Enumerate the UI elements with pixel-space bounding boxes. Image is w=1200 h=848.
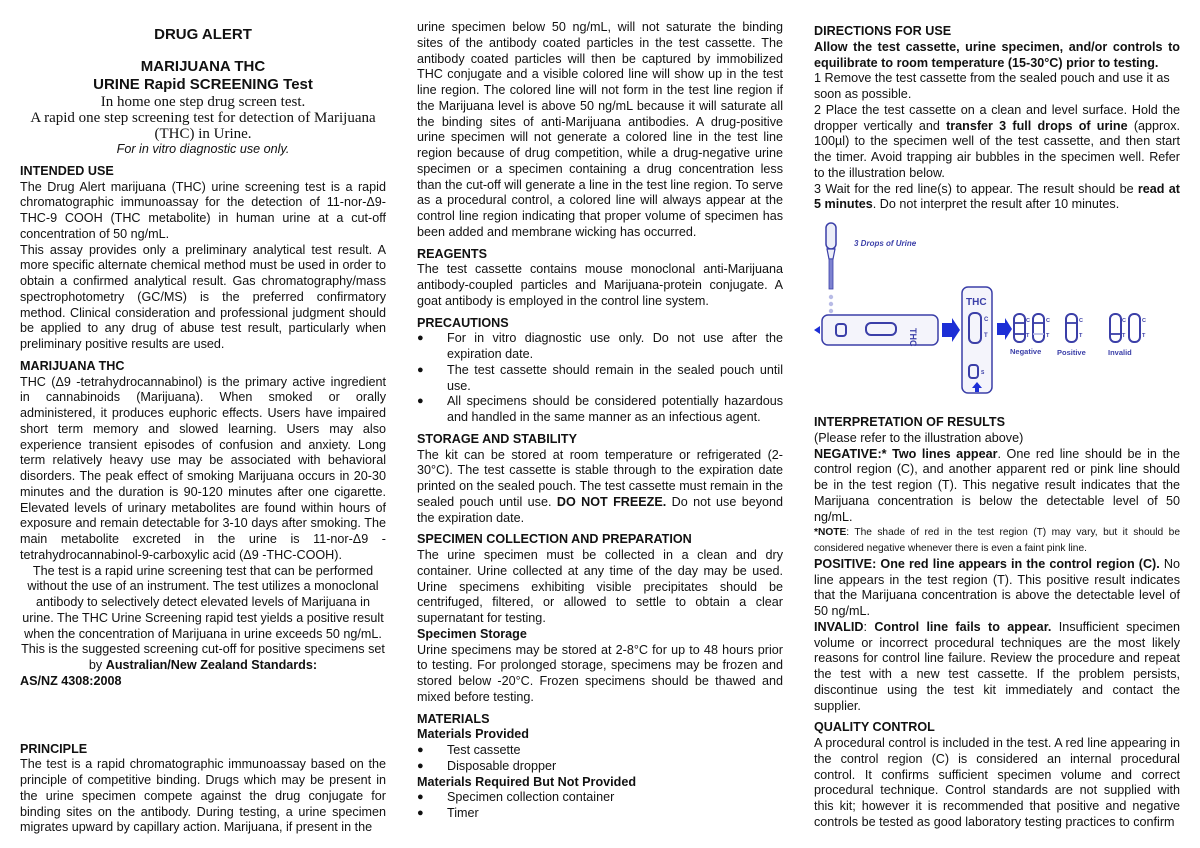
positive-result: [814, 557, 1180, 620]
svg-text:C: C: [1079, 318, 1083, 324]
storage-p1: [417, 448, 783, 527]
invalid-text: Insufficient specimen volume or incorrect procedural techniques are the most likely reasons for control line failure. Review the procedure and repeat the test with a new test cassette. If the problem persists, discontinue using the test kit immediately and contact the supplier.: [814, 619, 1180, 713]
invalid-label-bold: INVALID: [814, 619, 864, 634]
marijuana-thc-p1: THC (Δ9 -tetrahydrocannabinol) is the primary active ingredient in cannabinoids (Marijuana). When smoked or orally administered, it produces euphoric effects. Users have impaired short term memory and slowed learning. Users may also experience transient episodes of confusion and anxiety. Long term relatively heavy use may be associated with behavioral disorders. The peak effect of smoking Marijuana occurs in 20-30 minutes and the duration is 90-120 minutes after one cigarette. Elevated levels of urinary metabolites are found within hours of exposure and remain detectable for 3-10 days after smoking. The main metabolite excreted in the urine is 11-nor-Δ9 -tetrahydrocannabinol-9-carboxylic acid (Δ9 -THC-COOH).: [20, 374, 386, 562]
storage-text-end: Do not use beyond the expiration date.: [417, 494, 784, 525]
specimen-storage-heading: Specimen Storage: [417, 626, 527, 641]
negative-bold: NEGATIVE:* Two lines appear: [814, 446, 998, 461]
section-heading-directions: DIRECTIONS FOR USE: [814, 24, 952, 38]
list-item: ● Test cassette: [417, 743, 783, 759]
label-s: S: [981, 370, 985, 376]
precautions-list: [417, 331, 783, 426]
invalid-bold: Control line fails to appear.: [874, 619, 1052, 634]
product-title: MARIJUANA THC: [140, 58, 266, 75]
materials-provided-heading: Materials Provided: [417, 727, 529, 742]
label-t: T: [984, 333, 988, 339]
storage-text: The kit can be stored at room temperature or refrigerated (2-30°C). The test cassette is stable through to the expiration date printed on the sealed pouch. The test cassette must remain in the sealed pouch until use.: [417, 447, 783, 509]
note-bold: *NOTE: [814, 527, 847, 539]
negative-label: Negative: [1010, 347, 1042, 356]
invalid-label: Invalid: [1108, 348, 1132, 357]
directions-intro: Allow the test cassette, urine specimen, and/or controls to equilibrate to room temperature (15-30°C) prior to testing.: [814, 39, 1180, 70]
materials-provided-list: [417, 743, 783, 775]
section-heading-quality-control: QUALITY CONTROL: [814, 720, 935, 735]
section-heading-reagents: REAGENTS: [417, 246, 487, 261]
materials-required-heading: Materials Required But Not Provided: [417, 774, 637, 789]
test-procedure-diagram: [814, 219, 1180, 409]
dropper-icon: [826, 223, 836, 313]
tagline-2: A rapid one step screening test for detection of Marijuana (THC) in Urine.: [30, 110, 376, 142]
step2-bold: transfer 3 full drops of urine: [946, 118, 1128, 133]
note-text: : The shade of red in the test region (T) may vary, but it should be considered negative whenever there is even a faint pink line.: [814, 527, 1180, 554]
list-item: ● All specimens should be considered potentially hazardous and handled in the same manner as an infectious agent.: [417, 394, 783, 426]
list-item: ● Specimen collection container: [417, 790, 783, 806]
vertical-cassette: [962, 287, 992, 393]
svg-text:C: C: [1142, 318, 1146, 324]
vertical-cassette-label: THC: [966, 297, 987, 308]
result-positive: [1057, 314, 1086, 357]
section-heading-interpretation: INTERPRETATION OF RESULTS: [814, 415, 1006, 429]
section-heading-storage: STORAGE AND STABILITY: [417, 431, 577, 446]
svg-text:C: C: [1046, 318, 1050, 324]
list-item: ● The test cassette should remain in the sealed pouch until use.: [417, 363, 783, 395]
specimen-p1: The urine specimen must be collected in a clean and dry container. Urine collected at any time of the day may be used. Urine specimens exhibiting visible precipitates should be centrifuged, filtered, or allowed to settle to obtain a clear supernatant for testing.: [417, 548, 783, 625]
list-item: ● For in vitro diagnostic use only. Do not use after the expiration date.: [417, 331, 783, 363]
positive-text: No line appears in the test region (T). This positive result indicates that the Marijuana concentration is above the detectable level of 50 ng/mL.: [814, 556, 1180, 618]
tagline-1: In home one step drug screen test.: [100, 94, 306, 110]
svg-text:T: T: [1142, 333, 1146, 339]
column-2: [417, 20, 783, 822]
drops-label: 3 Drops of Urine: [854, 239, 917, 248]
svg-text:T: T: [1122, 333, 1126, 339]
negative-result: [814, 447, 1180, 526]
svg-text:T: T: [1046, 333, 1050, 339]
step2-text-a: 2 Place the test cassette on a clean and level surface. Hold the dropper vertically and: [814, 102, 1180, 133]
section-heading-marijuana-thc: MARIJUANA THC: [20, 358, 125, 373]
column-3: [814, 20, 1180, 831]
column-1: [20, 20, 386, 836]
section-heading-principle: PRINCIPLE: [20, 741, 88, 756]
principle-p1: The test is a rapid chromatographic immunoassay based on the principle of competitive binding. Drugs which may be present in the urine specimen compete against the drug conjugate for binding sites on the antibody. During testing, a urine specimen migrates upward by capillary action. Marijuana, if present in the: [20, 757, 386, 835]
standards-bold: Australian/New Zealand Standards:: [105, 658, 318, 672]
intended-use-p2: This assay provides only a preliminary analytical test result. A more specific alternate chemical method must be used in order to obtain a confirmed analytical result. Gas chromatography/mass spectrophotometry (GC/MS) is the preferred confirmatory method. Clinical consideration and professional judgment should be applied to any drug of abuse test result, particularly when preliminary positive results are used.: [20, 242, 386, 351]
negative-note: [814, 525, 1180, 557]
materials-required-list: [417, 790, 783, 822]
list-item: ● Disposable dropper: [417, 759, 783, 775]
do-not-freeze: DO NOT FREEZE.: [556, 494, 667, 509]
marijuana-thc-p2: [20, 564, 386, 674]
svg-text:C: C: [1122, 318, 1126, 324]
svg-text:T: T: [1026, 333, 1030, 339]
positive-label: Positive: [1057, 348, 1086, 357]
svg-text:T: T: [1079, 333, 1083, 339]
section-heading-intended-use: INTENDED USE: [20, 163, 114, 178]
quality-control-p1: A procedural control is included in the test. A red line appearing in the control region (C) is considered an internal procedural control. It confirms sufficient specimen volume and correct procedural technique. Control standards are not supplied with this kit; however it is recommended that positive and negative controls be tested as good laboratory testing practices to confirm: [814, 736, 1180, 829]
product-subtitle: URINE Rapid SCREENING Test: [93, 76, 313, 93]
svg-text:C: C: [1026, 318, 1030, 324]
reagents-p1: The test cassette contains mouse monoclonal anti-Marijuana antibody-coupled particles and Marijuana-protein conjugate. A goat antibody is employed in the control line system.: [417, 262, 783, 308]
principle-p1-continued: urine specimen below 50 ng/mL, will not saturate the binding sites of the antibody coated particles in the test cassette. The antibody coated particles will then be captured by immobilized THC conjugate and a visible colored line will show up in the test line region. The colored line will not form in the test line region if the Marijuana level is above 50 ng/mL because it will saturate all the binding sites of anti-Marijuana antibodies. A drug-positive urine specimen will not generate a colored line in the test line region because of drug competition, while a drug-negative urine specimen or a specimen containing a drug concentration less than the cut-off will generate a line in the test line region. To serve as a procedural control, a colored line will always appear at the control line region indicating that proper volume of specimen has been added and membrane wicking has occurred.: [417, 20, 783, 239]
section-heading-precautions: PRECAUTIONS: [417, 315, 509, 330]
marijuana-thc-p2-text: The test is a rapid urine screening test that can be performed without the use of an instrument. The test utilizes a monoclonal antibody to selectively detect elevated levels of Marijuana in urine. The THC Urine Screening rapid test yields a positive result when the concentration of Marijuana in urine exceeds 50 ng/mL. This is the suggested screening cut-off for positive specimens set by: [21, 563, 385, 672]
positive-bold: POSITIVE: One red line appears in the control region (C).: [814, 556, 1160, 571]
step3-bold: read at 5 minutes: [814, 181, 1180, 212]
ivd-note: For in vitro diagnostic use only.: [116, 142, 290, 156]
step3-text-a: 3 Wait for the red line(s) to appear. The result should be: [814, 181, 1134, 196]
horizontal-cassette: [814, 315, 938, 347]
specimen-storage-p: Urine specimens may be stored at 2-8°C for up to 48 hours prior to testing. For prolonged storage, specimens may be frozen and stored below -20°C. Frozen specimens should be thawed and mixed before testing.: [417, 642, 783, 704]
section-heading-materials: MATERIALS: [417, 711, 490, 726]
directions-step-1: 1 Remove the test cassette from the sealed pouch and use it as soon as possible.: [814, 71, 1170, 101]
negative-text: . One red line should be in the control region (C), and another apparent red or pink line should be in the test region (T). This negative result indicates that the Marijuana concentration is below the detectable level of 50 ng/mL.: [814, 446, 1180, 524]
interpretation-ref: (Please refer to the illustration above): [814, 430, 1024, 445]
spacer: [20, 690, 386, 736]
brand-title: DRUG ALERT: [154, 26, 252, 43]
intended-use-p1: The Drug Alert marijuana (THC) urine screening test is a rapid chromatographic immunoassay for the detection of 11-nor-Δ9-THC-9 COOH (THC metabolite) in human urine at a cut-off concentration of 50 ng/mL.: [20, 179, 386, 241]
list-item: ● Timer: [417, 806, 783, 822]
step2-text-b: (approx. 100µl) to the specimen well of the test cassette, and then start the timer. Avoid trapping air bubbles in the specimen well. Refer to the illustration below.: [814, 118, 1181, 180]
section-heading-specimen: SPECIMEN COLLECTION AND PREPARATION: [417, 532, 692, 547]
result-invalid: [1108, 314, 1146, 357]
directions-step-3: [814, 182, 1180, 214]
step3-text-b: . Do not interpret the result after 10 minutes.: [872, 197, 1120, 212]
standard-code: AS/NZ 4308:2008: [20, 673, 122, 688]
result-negative: [1010, 314, 1050, 356]
arrow-right-icon: [997, 318, 1012, 340]
directions-step-2: [814, 103, 1180, 182]
invalid-result: INVALID: Control line fails to appear. Insufficient specimen volume or incorrect procedural techniques are the most likely reasons for control line failure. Review the procedure and repeat the test with a new test cassette. If the problem persists, discontinue using the test kit immediately and contact the supplier.: [814, 619, 1180, 713]
arrow-right-icon: [942, 318, 960, 342]
label-c: C: [984, 317, 989, 323]
cassette-label: THC: [908, 328, 918, 347]
